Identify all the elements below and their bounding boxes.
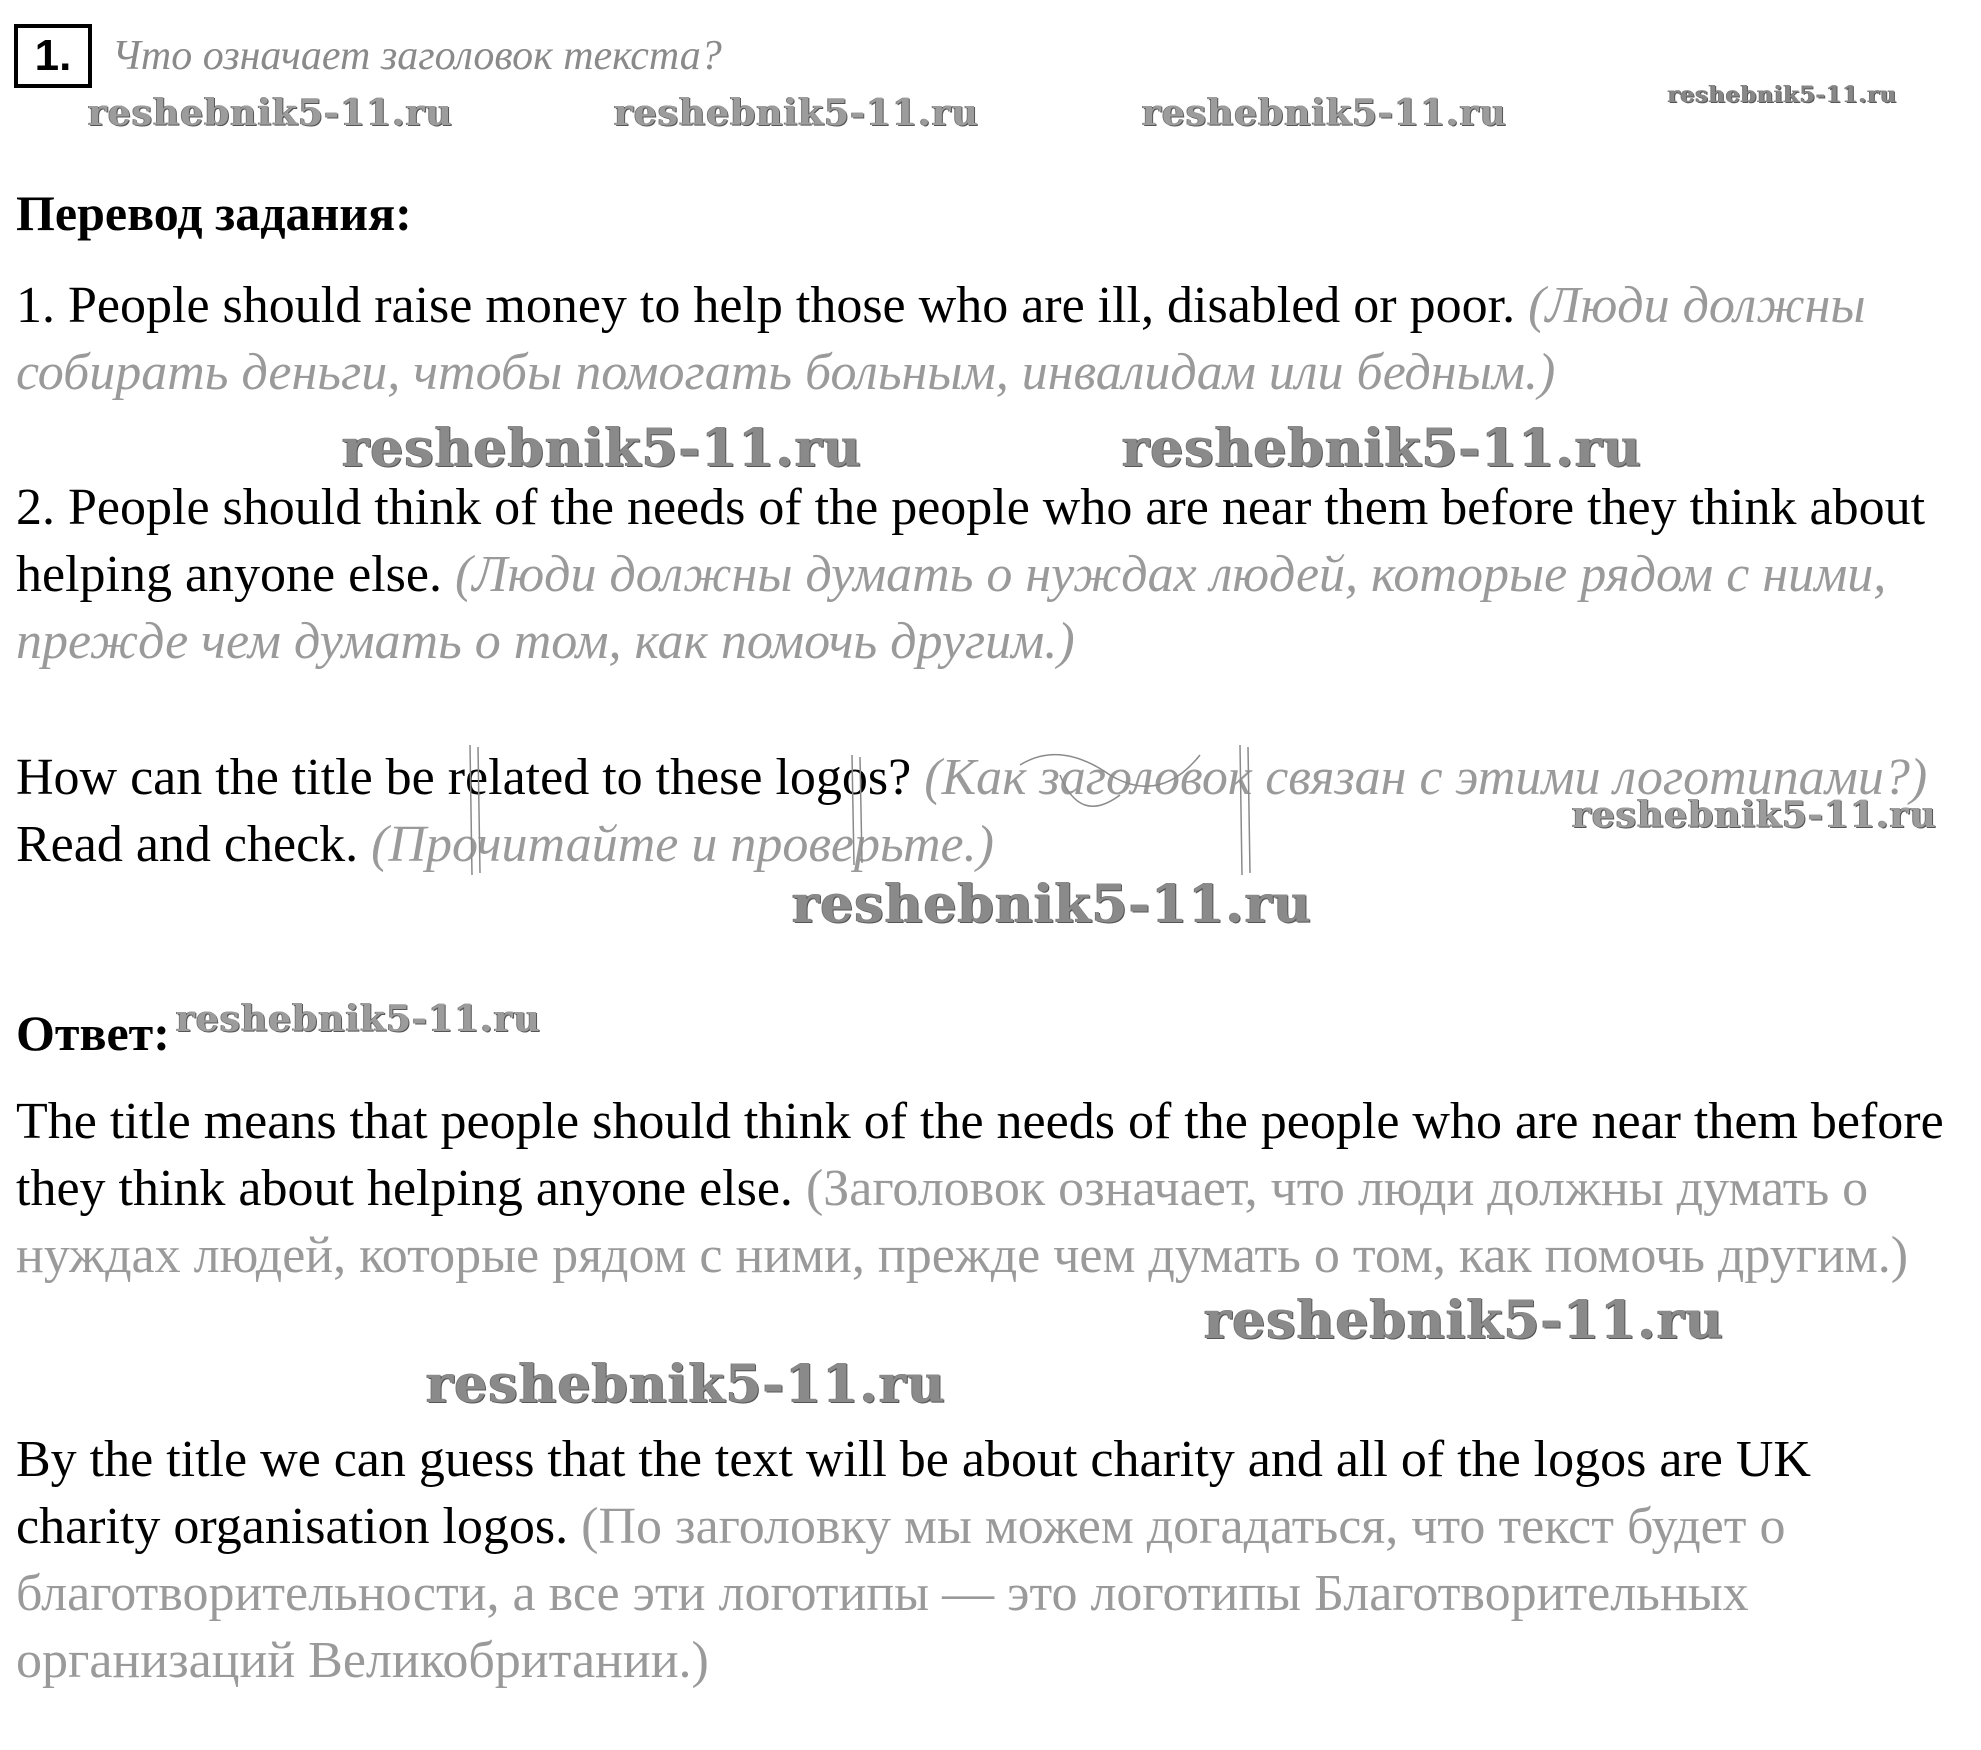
- translation-item-2: [16, 474, 1966, 675]
- watermark: reshebnik5-11.ru: [88, 92, 453, 134]
- watermark: reshebnik5-11.ru: [614, 92, 979, 134]
- watermark: reshebnik5-11.ru: [792, 874, 1313, 935]
- logos-question-russian: (Как заголовок связан с этими логотипами?): [924, 749, 1928, 806]
- answer-heading: Ответ:: [16, 1005, 170, 1061]
- item2-english: 2. People should think of the needs of the people who are near them before they think about helping anyone else.: [16, 479, 1926, 603]
- answer-paragraph-2: [16, 1426, 1966, 1694]
- watermark: reshebnik5-11.ru: [1122, 418, 1643, 479]
- watermark: reshebnik5-11.ru: [1572, 794, 1937, 836]
- watermark: reshebnik5-11.ru: [426, 1354, 947, 1415]
- translation-item-1: [16, 272, 1966, 406]
- item1-russian: (Люди должны собирать деньги, чтобы помогать больным, инвалидам или бедным.): [16, 277, 1866, 401]
- task-header: [14, 24, 722, 88]
- item1-english: 1. People should raise money to help those who are ill, disabled or poor.: [16, 277, 1516, 334]
- watermark: reshebnik5-11.ru: [342, 418, 863, 479]
- watermark: reshebnik5-11.ru: [1668, 82, 1898, 108]
- watermark: reshebnik5-11.ru: [176, 998, 541, 1040]
- item2-russian: (Люди должны думать о нуждах людей, которые рядом с ними, прежде чем думать о том, как помочь другим.): [16, 546, 1887, 670]
- task-number-box: 1.: [14, 24, 92, 88]
- read-and-check-russian: (Прочитайте и проверьте.): [371, 816, 994, 873]
- task-question: Что означает заголовок текста?: [112, 33, 722, 79]
- answer1-russian: (Заголовок означает, что люди должны думать о нуждах людей, которые рядом с ними, прежде чем думать о том, как помочь другим.): [16, 1160, 1909, 1284]
- answer-paragraph-1: [16, 1088, 1966, 1289]
- answer1-english: The title means that people should think of the needs of the people who are near them before they think about helping anyone else.: [16, 1093, 1944, 1217]
- answer2-russian: (По заголовку мы можем догадаться, что текст будет о благотворительности, а все эти логотипы — это логотипы Благотворительных организаций Великобритании.): [16, 1498, 1786, 1689]
- read-and-check-english: Read and check.: [16, 816, 359, 873]
- translation-heading: Перевод задания:: [16, 185, 412, 241]
- watermark: reshebnik5-11.ru: [1142, 92, 1507, 134]
- answer2-english: By the title we can guess that the text will be about charity and all of the logos are UK charity organisation logos.: [16, 1431, 1811, 1555]
- watermark: reshebnik5-11.ru: [1204, 1290, 1725, 1351]
- logos-question-english: How can the title be related to these logos?: [16, 749, 912, 806]
